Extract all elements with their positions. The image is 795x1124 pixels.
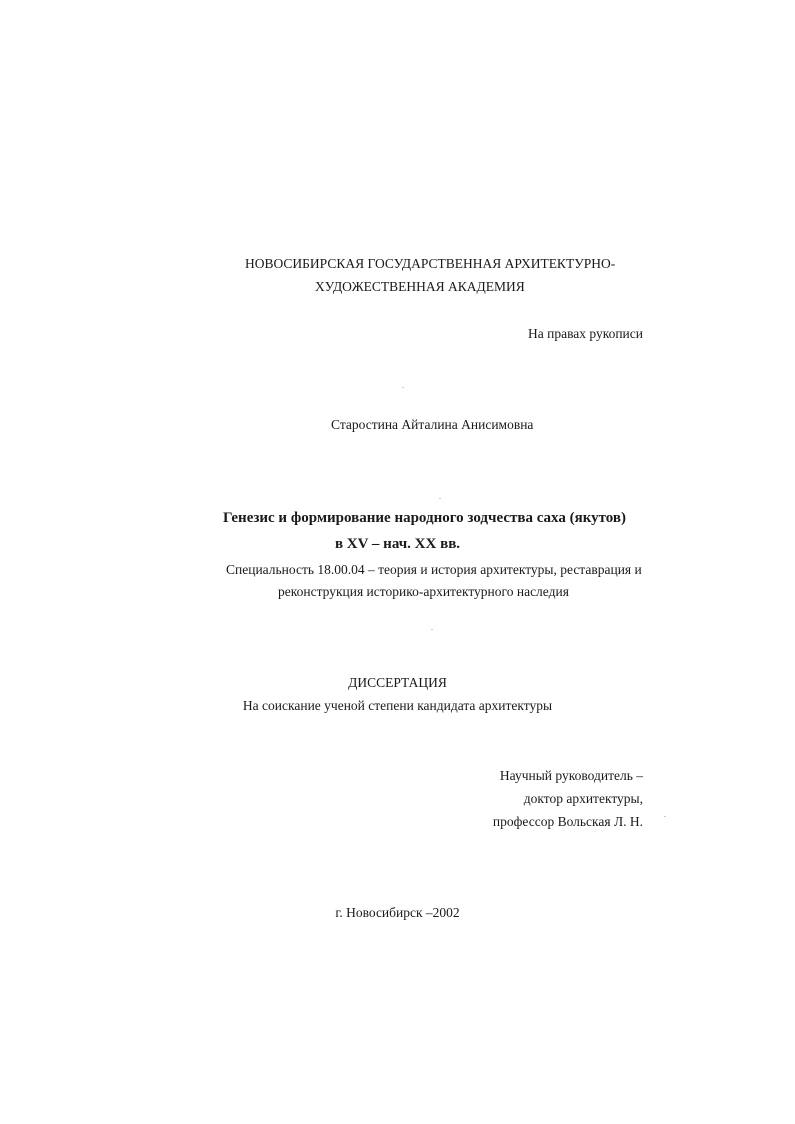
author-name: Старостина Айталина Анисимовна [331,417,534,432]
document-type: ДИССЕРТАЦИЯ [348,675,447,690]
scan-speck [439,498,441,499]
dissertation-title-line-1: Генезис и формирование народного зодчества саха (якутов) [223,510,627,526]
specialty-line-1: Специальность 18.00.04 – теория и история архитектуры, реставрация и [226,562,642,577]
manuscript-note: На правах рукописи [527,326,643,341]
institution-line-2: ХУДОЖЕСТВЕННАЯ АКАДЕМИЯ [315,279,525,294]
supervisor-line-2: доктор архитектуры, [523,791,643,806]
dissertation-title-line-2: в XV – нач. XX вв. [334,536,461,552]
specialty-line-2: реконструкция историко-архитектурного наследия [278,584,569,599]
scan-speck [664,816,666,817]
scan-speck [402,387,404,388]
scan-speck [431,629,433,630]
supervisor-line-1: Научный руководитель – [499,768,643,783]
institution-line-1: НОВОСИБИРСКАЯ ГОСУДАРСТВЕННАЯ АРХИТЕКТУРНО- [245,256,616,271]
degree-purpose: На соискание ученой степени кандидата архитектуры [242,698,553,713]
place-and-year: г. Новосибирск –2002 [335,905,460,920]
supervisor-line-3: профессор Вольская Л. Н. [492,814,643,829]
